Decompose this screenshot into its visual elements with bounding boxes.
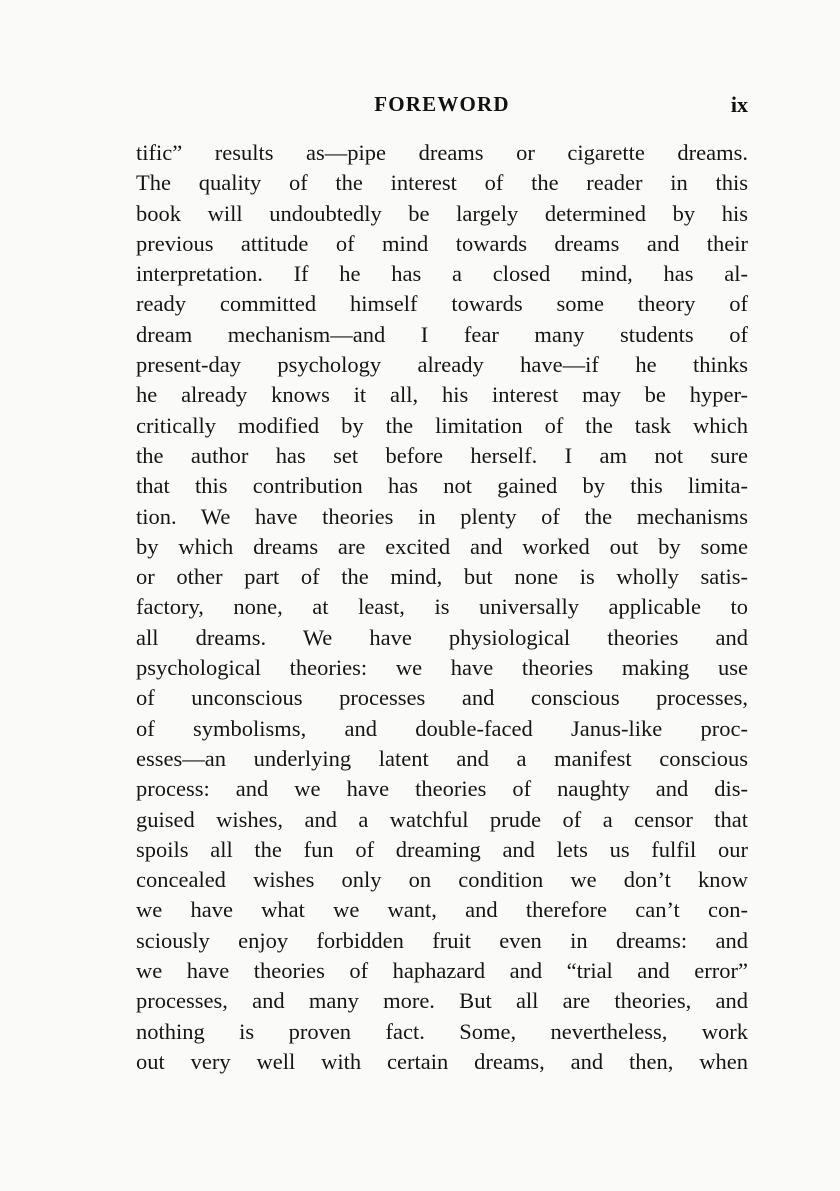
text-line: present-day psychology already have—if he thinks [136, 352, 748, 378]
text-line: The quality of the interest of the reader in this [136, 170, 748, 196]
text-line: dream mechanism—and I fear many students of [136, 321, 748, 347]
text-line: tion. We have theories in plenty of the mechanisms [136, 503, 748, 529]
text-line: nothing is proven fact. Some, nevertheless, work [136, 1018, 748, 1044]
text-line: critically modified by the limitation of the task which [136, 412, 748, 438]
text-line: of symbolisms, and double-faced Janus-like proc- [136, 715, 748, 741]
text-line: guised wishes, and a watchful prude of a censor that [136, 806, 748, 832]
text-line: he already knows it all, his interest may be hyper- [136, 382, 748, 408]
text-line: by which dreams are excited and worked out by some [136, 533, 748, 559]
text-line: we have what we want, and therefore can’t con- [136, 897, 748, 923]
text-line: that this contribution has not gained by this limita- [136, 473, 748, 499]
text-line: the author has set before herself. I am not sure [136, 442, 748, 468]
text-line: tific” results as—pipe dreams or cigarette dreams. [136, 140, 748, 165]
running-head: FOREWORD [374, 92, 510, 116]
text-line: psychological theories: we have theories making use [136, 655, 748, 681]
text-line: process: and we have theories of naughty and dis- [136, 776, 748, 802]
text-line: we have theories of haphazard and “trial and error” [136, 958, 748, 984]
text-line: interpretation. If he has a closed mind, has al- [136, 261, 748, 287]
text-line: book will undoubtedly be largely determined by his [136, 200, 748, 226]
text-line: or other part of the mind, but none is wholly satis- [136, 564, 748, 590]
text-line: ready committed himself towards some theory of [136, 291, 748, 317]
body-text [136, 138, 748, 1077]
text-line: factory, none, at least, is universally applicable to [136, 594, 748, 620]
text-line: of unconscious processes and conscious processes, [136, 685, 748, 711]
text-line: spoils all the fun of dreaming and lets us fulfil our [136, 836, 748, 862]
page-number: ix [730, 92, 748, 117]
text-line: sciously enjoy forbidden fruit even in dreams: and [136, 927, 748, 953]
text-line: previous attitude of mind towards dreams and their [136, 230, 748, 256]
page-header [136, 92, 748, 122]
text-line: all dreams. We have physiological theories and [136, 624, 748, 650]
text-line: out very well with certain dreams, and then, when [136, 1048, 748, 1074]
text-line: concealed wishes only on condition we don’t know [136, 867, 748, 893]
text-line: esses—an underlying latent and a manifest conscious [136, 745, 748, 771]
text-line: processes, and many more. But all are theories, and [136, 988, 748, 1014]
